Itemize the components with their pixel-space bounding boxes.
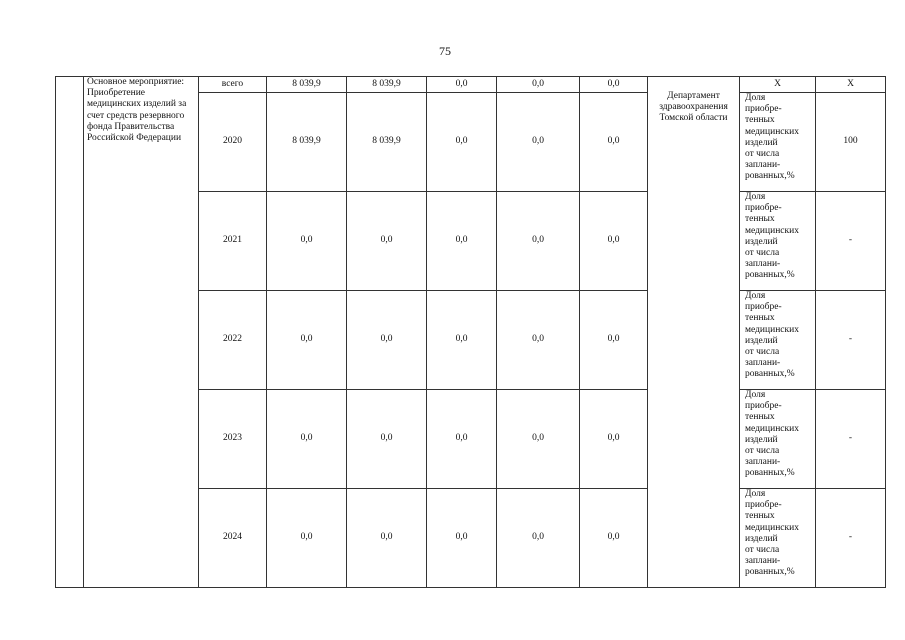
target-cell: Х (816, 77, 886, 93)
value-cell: 0,0 (580, 291, 648, 390)
value-cell: 0,0 (580, 390, 648, 489)
target-cell: - (816, 192, 886, 291)
target-cell: - (816, 489, 886, 588)
program-table (55, 76, 886, 588)
value-cell: 0,0 (497, 390, 580, 489)
value-cell: 0,0 (427, 93, 497, 192)
value-cell: 0,0 (347, 291, 427, 390)
indicator-cell: Доля приобре- тенных медицинских изделий от числа заплани- рованных,% (740, 390, 816, 489)
year-cell: 2020 (199, 93, 267, 192)
indicator-cell: Х (740, 77, 816, 93)
value-cell: 8 039,9 (267, 77, 347, 93)
table-row-total (56, 77, 886, 93)
value-cell: 0,0 (267, 192, 347, 291)
measure-name: Основное мероприятие: Приобретение медицинских изделий за счет средств резервного фонда Правительства Российской Федерации (84, 77, 199, 588)
indicator-cell: Доля приобре- тенных медицинских изделий от числа заплани- рованных,% (740, 93, 816, 192)
value-cell: 8 039,9 (267, 93, 347, 192)
value-cell: 0,0 (427, 77, 497, 93)
value-cell: 0,0 (427, 291, 497, 390)
year-cell: 2024 (199, 489, 267, 588)
indicator-cell: Доля приобре- тенных медицинских изделий от числа заплани- рованных,% (740, 291, 816, 390)
value-cell: 0,0 (427, 489, 497, 588)
value-cell: 0,0 (497, 291, 580, 390)
value-cell: 8 039,9 (347, 77, 427, 93)
target-cell: - (816, 291, 886, 390)
value-cell: 0,0 (497, 93, 580, 192)
period-cell: всего (199, 77, 267, 93)
value-cell: 0,0 (427, 192, 497, 291)
value-cell: 0,0 (580, 489, 648, 588)
year-cell: 2021 (199, 192, 267, 291)
row-number-cell (56, 77, 84, 588)
responsible-department: Департамент здравоохранения Томской области (648, 77, 740, 588)
value-cell: 0,0 (427, 390, 497, 489)
value-cell: 8 039,9 (347, 93, 427, 192)
target-cell: - (816, 390, 886, 489)
value-cell: 0,0 (267, 390, 347, 489)
value-cell: 0,0 (267, 489, 347, 588)
indicator-cell: Доля приобре- тенных медицинских изделий от числа заплани- рованных,% (740, 192, 816, 291)
value-cell: 0,0 (347, 489, 427, 588)
value-cell: 0,0 (497, 489, 580, 588)
value-cell: 0,0 (347, 192, 427, 291)
year-cell: 2022 (199, 291, 267, 390)
value-cell: 0,0 (497, 77, 580, 93)
value-cell: 0,0 (497, 192, 580, 291)
value-cell: 0,0 (347, 390, 427, 489)
value-cell: 0,0 (580, 93, 648, 192)
value-cell: 0,0 (580, 192, 648, 291)
value-cell: 0,0 (580, 77, 648, 93)
year-cell: 2023 (199, 390, 267, 489)
page-number: 75 (439, 44, 451, 58)
target-cell: 100 (816, 93, 886, 192)
value-cell: 0,0 (267, 291, 347, 390)
indicator-cell: Доля приобре- тенных медицинских изделий от числа заплани- рованных,% (740, 489, 816, 588)
